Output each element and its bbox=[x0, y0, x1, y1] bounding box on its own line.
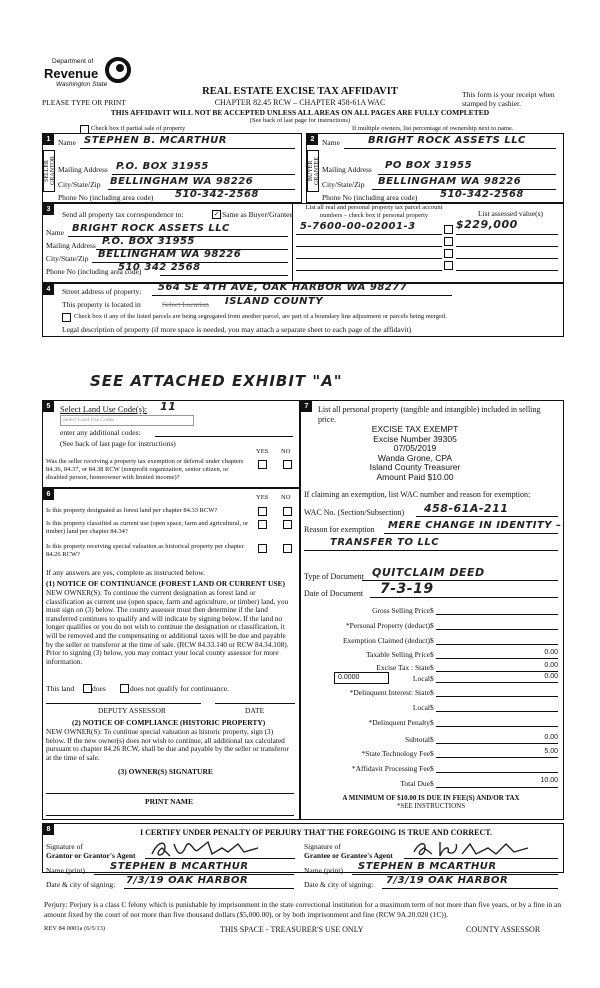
current-use-no-checkbox[interactable] bbox=[283, 520, 292, 529]
grantee-print-name[interactable]: STEPHEN B MCARTHUR bbox=[358, 861, 497, 872]
county[interactable]: ISLAND COUNTY bbox=[225, 296, 324, 307]
wac-number[interactable]: 458-61A-211 bbox=[424, 502, 509, 515]
parcel-4-checkbox[interactable] bbox=[444, 261, 453, 270]
stamp-line-5: Island County Treasurer bbox=[369, 462, 461, 472]
delinq-state-dollar: $ bbox=[430, 688, 434, 697]
buyer-city-label: City/State/Zip bbox=[322, 180, 365, 189]
corr-address[interactable]: P.O. BOX 31955 bbox=[102, 236, 195, 247]
dor-logo bbox=[44, 56, 134, 96]
parcel-2-checkbox[interactable] bbox=[444, 237, 453, 246]
section-8-number: 8 bbox=[43, 824, 54, 835]
current-use-yes-checkbox[interactable] bbox=[258, 520, 267, 529]
stamp-line-1: EXCISE TAX EXEMPT bbox=[371, 424, 459, 434]
segregated-checkbox[interactable] bbox=[62, 313, 71, 322]
buyer-city[interactable]: BELLINGHAM WA 98226 bbox=[378, 176, 522, 187]
forest-no-checkbox[interactable] bbox=[283, 507, 292, 516]
grantee-date-city[interactable]: 7/3/19 OAK HARBOR bbox=[386, 875, 509, 886]
buyer-phone[interactable]: 510-342-2568 bbox=[440, 189, 524, 200]
exemption-claimed-label: Exemption Claimed (deduct) bbox=[342, 636, 430, 645]
notice-continuance-title: (1) NOTICE OF CONTINUANCE (FOREST LAND OR CURRENT USE) bbox=[46, 579, 286, 588]
total-due-value: 10.00 bbox=[540, 777, 558, 784]
forest-yes-checkbox[interactable] bbox=[258, 507, 267, 516]
form-chapter: CHAPTER 82.45 RCW – CHAPTER 458-61A WAC bbox=[214, 98, 386, 107]
tech-fee-dollar: $ bbox=[430, 749, 434, 758]
parcel-number[interactable]: 5-7600-00-02001-3 bbox=[300, 221, 416, 232]
corr-city-label: City/State/Zip bbox=[46, 254, 89, 263]
section-6-number: 6 bbox=[43, 489, 54, 500]
stamp-line-3: 07/05/2019 bbox=[393, 443, 437, 453]
revenue-swirl-icon bbox=[104, 56, 132, 84]
gross-dollar: $ bbox=[430, 606, 434, 615]
buyer-address-label: Mailing Address bbox=[322, 165, 372, 174]
subtotal-label: Subtotal bbox=[404, 735, 430, 744]
see-back: (See back of last page for instructions) bbox=[249, 117, 351, 124]
receipt-note: This form is your receipt when stamped by cashier. bbox=[462, 90, 555, 108]
corr-phone[interactable]: 510 342 2568 bbox=[118, 262, 201, 273]
corr-address-label: Mailing Address bbox=[46, 241, 96, 250]
form-title: REAL ESTATE EXCISE TAX AFFIDAVIT bbox=[202, 86, 398, 97]
land-does-not-checkbox[interactable] bbox=[120, 684, 129, 693]
corr-phone-label: Phone No (including area code) bbox=[46, 267, 142, 276]
tech-fee-value: 5.00 bbox=[544, 748, 558, 755]
seller-phone[interactable]: 510-342-2568 bbox=[175, 189, 259, 200]
segregated-label: Check box if any of the listed parcels are being segregated from another parcel, are part of a boundary line adjustment or parcels being merged. bbox=[74, 313, 447, 320]
agency-line2: Revenue bbox=[44, 66, 99, 81]
wac-label: WAC No. (Section/Subsection) bbox=[304, 508, 405, 517]
grantor-signature bbox=[148, 836, 278, 862]
doc-type-label: Type of Document bbox=[304, 572, 364, 581]
grantor-name-label: Name (print) bbox=[46, 866, 85, 875]
please-type: PLEASE TYPE OR PRINT bbox=[42, 98, 126, 107]
exemption-dollar: $ bbox=[430, 636, 434, 645]
land-does-checkbox[interactable] bbox=[83, 684, 92, 693]
buyer-side-label: BUYER GRANTEE bbox=[307, 150, 319, 192]
buyer-name[interactable]: BRIGHT ROCK ASSETS LLC bbox=[368, 135, 526, 146]
delinquent-penalty-label: *Delinquent Penalty bbox=[368, 718, 430, 727]
same-as-buyer-label: Same as Buyer/Grantee bbox=[222, 210, 293, 219]
agency-line1: Department of bbox=[52, 58, 94, 65]
exemption-no-checkbox[interactable] bbox=[283, 460, 292, 469]
seller-side-label: SELLER GRANTOR bbox=[43, 150, 55, 192]
deputy-assessor-label: DEPUTY ASSESSOR bbox=[98, 706, 166, 715]
s6-no: NO bbox=[281, 494, 291, 501]
stamp-line-2: Excise Number 39305 bbox=[373, 433, 457, 444]
corr-city[interactable]: BELLINGHAM WA 98226 bbox=[98, 249, 242, 260]
section-3-number: 3 bbox=[43, 204, 54, 215]
seller-city[interactable]: BELLINGHAM WA 98226 bbox=[110, 176, 254, 187]
taxable-dollar: $ bbox=[430, 650, 434, 659]
corr-name[interactable]: BRIGHT ROCK ASSETS LLC bbox=[72, 223, 230, 234]
forest-question: Is this property designated as forest land per chapter 84.33 RCW? bbox=[46, 507, 218, 514]
section-2-number: 2 bbox=[307, 134, 318, 145]
select-location[interactable]: Select Location bbox=[162, 300, 209, 309]
personal-property-label: List all personal property (tangible and intangible) included in selling price. bbox=[318, 405, 541, 424]
grantor-sig-label-2: Grantor or Grantor's Agent bbox=[46, 851, 136, 860]
current-use-question: Is this property classified as current use (open space, farm and agricultural, or timber) land per chapter 84.34? bbox=[46, 520, 249, 535]
perjury-notice: Perjury: Perjury is a class C felony which is punishable by imprisonment in the state correctional institution for a maximum term of not more than five years, or by a fine in an amount fixed by the court of not more than five thousand dollars ($5,000.00), or by both imprisonment and fine (RCW 9A.20.020 (1C)). bbox=[44, 900, 562, 919]
grantor-print-name[interactable]: STEPHEN B MCARTHUR bbox=[110, 861, 249, 872]
historic-question: Is this property receiving special valuation as historical property per chapter 84.26 RCW? bbox=[46, 543, 244, 558]
minimum-due: A MINIMUM OF $10.00 IS DUE IN FEE(S) AND/OR TAX bbox=[342, 794, 520, 802]
grantor-date-label: Date & city of signing: bbox=[46, 880, 116, 889]
see-instructions: *SEE INSTRUCTIONS bbox=[396, 802, 466, 810]
taxable-label: Taxable Selling Price bbox=[365, 650, 430, 659]
reason-line-2[interactable]: TRANSFER TO LLC bbox=[330, 537, 440, 548]
send-correspondence-label: Send all property tax correspondence to: bbox=[62, 210, 184, 219]
historic-no-checkbox[interactable] bbox=[283, 544, 292, 553]
grantee-signature bbox=[410, 836, 540, 862]
street-address[interactable]: 564 SE 4TH AVE, OAK HARBOR WA 98277 bbox=[158, 282, 408, 293]
legal-description[interactable]: SEE ATTACHED EXHIBIT "A" bbox=[90, 372, 343, 390]
delinquent-interest-label: *Delinquent Interest: State bbox=[349, 688, 430, 697]
this-land-label: This land bbox=[46, 684, 75, 693]
land-use-label: Select Land Use Code(s): bbox=[60, 404, 148, 414]
buyer-phone-label: Phone No (including area code) bbox=[322, 193, 418, 202]
penalty-dollar: $ bbox=[430, 718, 434, 727]
tax-table bbox=[304, 604, 558, 804]
does-label: does bbox=[92, 684, 106, 693]
delinquent-local-label: Local bbox=[412, 703, 430, 712]
date-label: DATE bbox=[245, 706, 265, 715]
subtotal-value: 0.00 bbox=[544, 734, 558, 741]
agency-line3: Washington State bbox=[56, 81, 108, 88]
located-in-label: This property is located in bbox=[62, 300, 141, 309]
grantor-date-city[interactable]: 7/3/19 OAK HARBOR bbox=[126, 875, 249, 886]
s6-yes: YES bbox=[256, 494, 269, 501]
grantee-name-label: Name (print) bbox=[304, 866, 343, 875]
seller-name[interactable]: STEPHEN B. MCARTHUR bbox=[84, 135, 227, 146]
delinq-local-dollar: $ bbox=[430, 703, 434, 712]
excise-state-value: 0.00 bbox=[544, 662, 558, 669]
doc-date-label: Date of Document bbox=[304, 589, 364, 598]
buyer-name-label: Name bbox=[322, 138, 340, 147]
assessed-value[interactable]: $229,000 bbox=[456, 218, 518, 231]
grantee-sig-label-2: Grantee or Grantee's Agent bbox=[304, 851, 393, 860]
exemption-yes-checkbox[interactable] bbox=[258, 460, 267, 469]
land-use-yes: YES bbox=[256, 448, 269, 455]
legal-description-label: Legal description of property (if more space is needed, you may attach a separate sheet to each page of the affidavit) bbox=[62, 325, 412, 334]
section-5-number: 5 bbox=[43, 401, 54, 412]
grantee-date-label: Date & city of signing: bbox=[304, 880, 374, 889]
parcel-header: List all real and personal property tax parcel account numbers – check box if personal property bbox=[305, 204, 443, 219]
section-7-number: 7 bbox=[301, 401, 312, 412]
notice-compliance-body: NEW OWNER(S): To continue special valuation as historic property, sign (3) below. If the new owner(s) does not wish to continue, all additional tax calculated pursuant to chapter 84.26 RCW, shall be due and payable by the seller or transferor at the time of sale. bbox=[46, 727, 289, 762]
local-dollar: $ bbox=[430, 674, 434, 683]
exemption-question: Was the seller receiving a property tax exemption or deferral under chapters 84.36, 84.37, or 84.38 RCW (nonprofit organization, senior citizen, or disabled person, homeowner with limited income)? bbox=[46, 458, 244, 481]
parcel-1-checkbox[interactable] bbox=[444, 225, 453, 234]
taxable-value: 0.00 bbox=[544, 649, 558, 656]
corr-name-label: Name bbox=[46, 228, 64, 237]
grantee-sig-label-1: Signature of bbox=[304, 842, 341, 851]
seller-address-label: Mailing Address bbox=[58, 165, 108, 174]
tech-fee-label: *State Technology Fee bbox=[361, 749, 430, 758]
subtotal-dollar: $ bbox=[430, 735, 434, 744]
assessed-header: List assessed value(s) bbox=[478, 209, 543, 218]
treasurer-space: THIS SPACE - TREASURER'S USE ONLY bbox=[220, 925, 364, 934]
reason-label: Reason for exemption bbox=[304, 525, 375, 534]
stamp-line-4: Wanda Grone, CPA bbox=[377, 452, 453, 463]
local-value: 0.00 bbox=[544, 673, 558, 680]
historic-yes-checkbox[interactable] bbox=[258, 544, 267, 553]
claim-exemption-label: If claiming an exemption, list WAC number and reason for exemption: bbox=[304, 490, 531, 499]
excise-state-label: Excise Tax : State bbox=[376, 663, 430, 672]
if-any-yes: If any answers are yes, complete as instructed below. bbox=[46, 568, 206, 577]
total-due-label: Total Due bbox=[400, 779, 430, 788]
local-label: Local bbox=[412, 674, 430, 683]
seller-address[interactable]: P.O. BOX 31955 bbox=[116, 161, 209, 172]
section-1-number: 1 bbox=[43, 134, 54, 145]
owner-signature-label: (3) OWNER(S) SIGNATURE bbox=[118, 767, 213, 776]
personal-label: *Personal Property (deduct) bbox=[345, 621, 430, 630]
excise-dollar: $ bbox=[430, 663, 434, 672]
land-use-select[interactable]: Select Land Use Codes bbox=[60, 415, 194, 426]
multiple-owners-note: If multiple owners, list percentage of ownership next to name. bbox=[352, 125, 514, 132]
partial-sale-label: Check box if partial sale of property bbox=[91, 125, 186, 132]
seller-phone-label: Phone No (including area code) bbox=[58, 193, 154, 202]
doc-type[interactable]: QUITCLAIM DEED bbox=[372, 566, 485, 579]
certify-statement: I CERTIFY UNDER PENALTY OF PERJURY THAT THE FOREGOING IS TRUE AND CORRECT. bbox=[140, 828, 493, 837]
notice-continuance-body: NEW OWNER(S): To continue the current designation as forest land or classification as current use (open space, farm and agriculture, or timber) land, you must sign on (3) below. The county assessor must then determine if the land transferred continues to qualify and will indicate by signing below. If the land no longer qualifies or you do not wish to continue the designation or classification, it will be removed and the compensating or additional taxes will be due and payable by the seller or transferor at the time of sale. (RCW 84.33.140 or RCW 84.34.108). Prior to signing (3) below, you may contact your local county assessor for more information. bbox=[46, 588, 289, 666]
reason-line-1[interactable]: MERE CHANGE IN IDENTITY – bbox=[388, 520, 562, 531]
seller-city-label: City/State/Zip bbox=[58, 180, 101, 189]
doc-date[interactable]: 7-3-19 bbox=[380, 581, 434, 597]
personal-dollar: $ bbox=[430, 621, 434, 630]
buyer-address[interactable]: PO BOX 31955 bbox=[385, 160, 473, 171]
seller-name-label: Name bbox=[58, 138, 76, 147]
gross-label: Gross Selling Price bbox=[372, 606, 430, 615]
print-name-label: PRINT NAME bbox=[145, 797, 193, 806]
county-assessor: COUNTY ASSESSOR bbox=[466, 925, 541, 934]
grantor-sig-label-1: Signature of bbox=[46, 842, 83, 851]
total-dollar: $ bbox=[430, 779, 434, 788]
stamp-line-6: Amount Paid $10.00 bbox=[376, 471, 454, 482]
form-warning: THIS AFFIDAVIT WILL NOT BE ACCEPTED UNLESS ALL AREAS ON ALL PAGES ARE FULLY COMPLETED bbox=[110, 108, 490, 117]
land-use-code[interactable]: 11 bbox=[160, 400, 177, 413]
parcel-3-checkbox[interactable] bbox=[444, 249, 453, 258]
notice-compliance-title: (2) NOTICE OF COMPLIANCE (HISTORIC PROPERTY) bbox=[72, 718, 266, 727]
rev-number: REV 84 0001a (6/5/13) bbox=[44, 925, 106, 932]
land-use-see-back: (See back of last page for instructions) bbox=[60, 439, 176, 448]
affidavit-fee-label: *Affidavit Processing Fee bbox=[351, 764, 430, 773]
street-label: Street address of property: bbox=[62, 287, 142, 296]
additional-codes-label: enter any additional codes: bbox=[60, 428, 141, 437]
exempt-stamp bbox=[340, 425, 490, 482]
affidavit-fee-dollar: $ bbox=[430, 764, 434, 773]
land-use-no: NO bbox=[281, 448, 291, 455]
section-4-number: 4 bbox=[43, 284, 54, 295]
does-not-label: does not qualify for continuance. bbox=[130, 684, 229, 693]
local-rate-field[interactable]: 0.0000 bbox=[334, 672, 389, 684]
same-as-buyer-checkbox[interactable]: ✓ bbox=[213, 210, 220, 218]
